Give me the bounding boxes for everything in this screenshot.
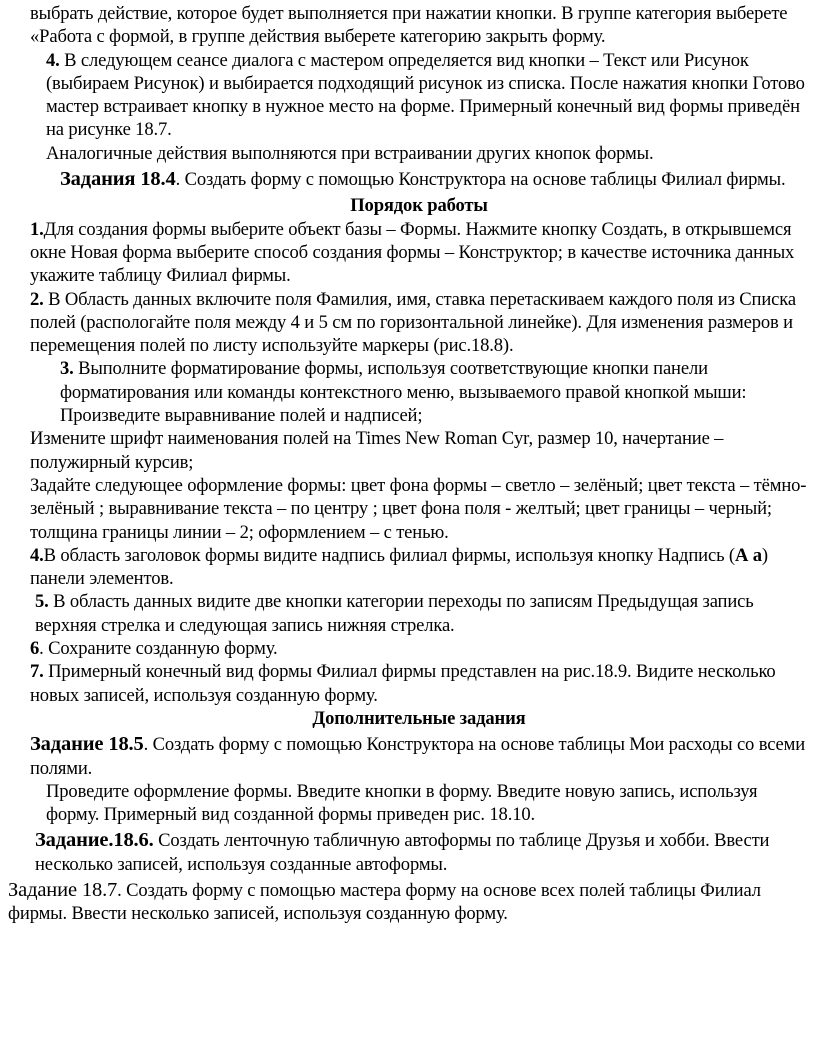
paragraph-item-2: 2. В Область данных включите поля Фамилия, имя, ставка перетаскиваем каждого поля из Списка полей (распологайте поля между 4 и 5 см по горизонтальной линейке). Для изменения размеров и перемещения полей по листу используйте маркеры (рис.18.8). [30,288,796,357]
paragraph-item-3: 3. Выполните форматирование формы, используя соответствующие кнопки панели форматирования или команды контекстного меню, вызываемого правой кнопкой мыши: [60,358,747,403]
paragraph-similar-actions: Аналогичные действия выполняются при встраивании других кнопок формы. [46,142,654,164]
task-18-4: Задания 18.4. Создать форму с помощью Конструктора на основе таблицы Филиал фирмы. [60,168,786,191]
paragraph-item-6: 6. Сохраните созданную форму. [30,638,278,660]
task-18-6: Задание.18.6. Создать ленточную табличную автоформы по таблице Друзья и хобби. Ввести несколько записей, используя созданные автоформы. [35,829,770,875]
task-18-7: Задание 18.7. Создать форму с помощью мастера форму на основе всех полей таблицы Филиал фирмы. Ввести несколько записей, используя созданную форму. [8,878,761,925]
paragraph-form-design: Задайте следующее оформление формы: цвет фона формы – светло – зелёный; цвет текста – тёмно- зелёный ; выравнивание текста – по центру ; цвет фона поля - желтый; цвет границы – черный; толщина границы линии – 2; оформлением – с тенью. [30,474,807,543]
task-18-6-heading: Задание.18.6. [35,829,154,852]
paragraph-item-7: 7. Примерный конечный вид формы Филиал фирмы представлен на рис.18.9. Видите несколько новых записей, используя созданную форму. [30,661,776,706]
paragraph-item-1: 1.Для создания формы выберите объект базы – Формы. Нажмите кнопку Создать, в открывшемся окне Новая форма выберите способ создания формы – Конструктор; в качестве источника данных укажите таблицу Филиал фирмы. [30,218,795,287]
task-18-5: Задание 18.5. Создать форму с помощью Конструктора на основе таблицы Мои расходы со всеми полями. [30,733,806,779]
task-18-4-heading: Задания 18.4 [60,168,176,191]
paragraph-item-5: 5. В область данных видите две кнопки категории переходы по записям Предыдущая запись верхняя стрелка и следующая запись нижняя стрелка. [35,591,754,636]
task-18-5-heading: Задание 18.5 [30,733,144,756]
paragraph-item-4: 4.В область заголовок формы видите надпись филиал фирмы, используя кнопку Надпись (А а) панели элементов. [30,544,768,590]
task-18-7-heading: Задание 18.7 [8,878,118,901]
paragraph-intro: выбрать действие, которое будет выполняется при нажатии кнопки. В группе категория выберете «Работа с формой, в группе действия выберете категорию закрыть форму. [30,3,788,48]
paragraph-align-fields: Произведите выравнивание полей и надписей; [60,405,423,427]
paragraph-change-font: Измените шрифт наименования полей на Times New Roman Cyr, размер 10, начертание – полужирный курсив; [30,428,724,473]
paragraph-task-18-5-details: Проведите оформление формы. Введите кнопки в форму. Введите новую запись, используя форму. Примерный вид созданной формы приведен рис. 18.10. [46,780,758,826]
paragraph-step-4: 4. В следующем сеансе диалога с мастером определяется вид кнопки – Текст или Рисунок (выбираем Рисунок) и выбирается подходящий рисунок из списка. После нажатия кнопки Готово мастер встраивает кнопку в нужное место на форме. Примерный конечный вид формы приведён на рисунке 18.7. [46,49,805,141]
section-heading-additional: Дополнительные задания [312,707,526,729]
section-heading-procedure: Порядок работы [350,195,488,217]
